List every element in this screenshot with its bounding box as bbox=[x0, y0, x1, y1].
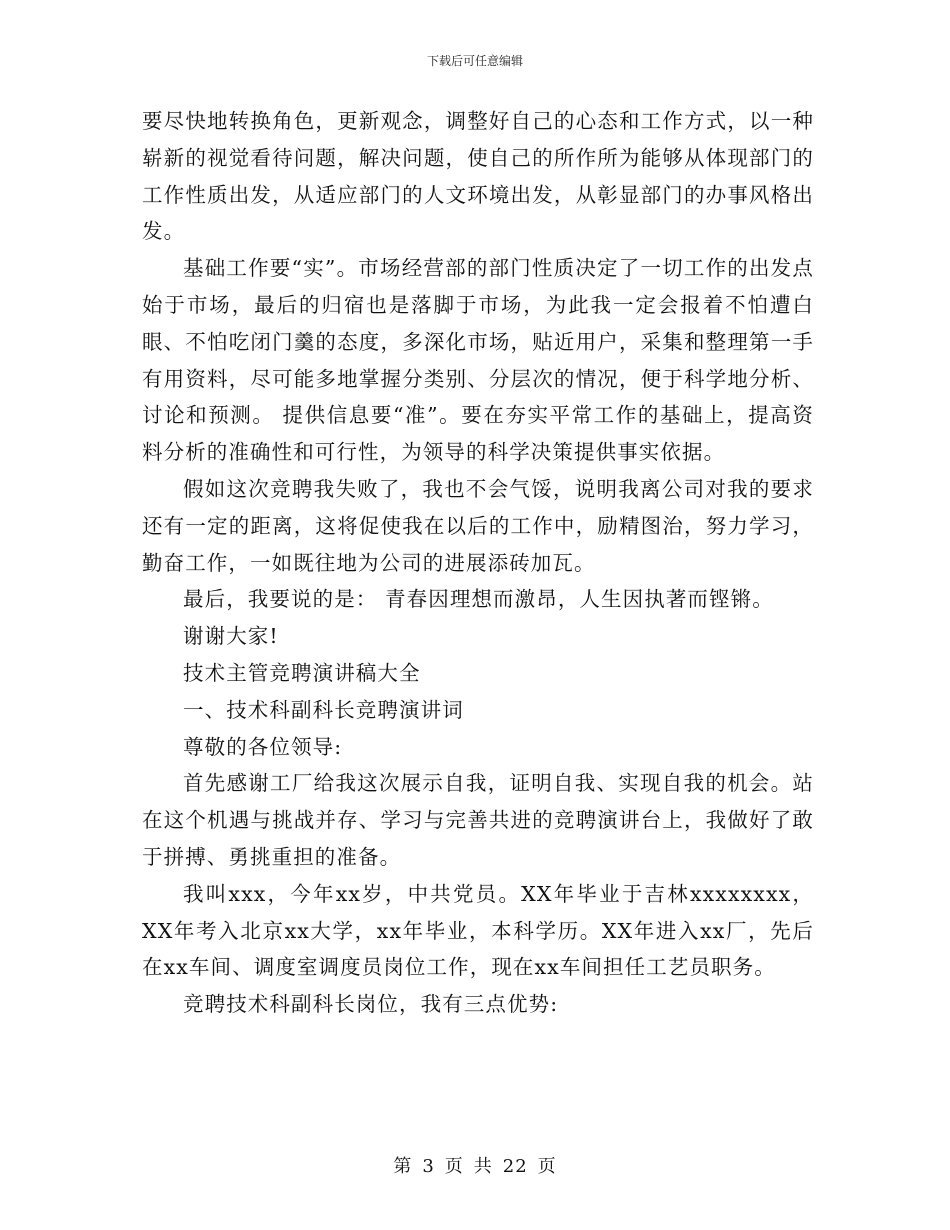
paragraph-4: 最后，我要说的是： 青春因理想而激昂，人生因执著而铿锵。 bbox=[183, 587, 774, 612]
footer-label-ye-end: 页 bbox=[537, 1156, 557, 1177]
footer-label-gong: 共 bbox=[473, 1156, 493, 1177]
current-page-number: 3 bbox=[422, 1156, 435, 1177]
paragraph-9: 首先感谢工厂给我这次展示自我，证明自我、实现自我的机会。站在这个机遇与挑战并存、学习与完善共进的竞聘演讲台上，我做好了敢于拼搏、勇挑重担的准备。 bbox=[142, 771, 814, 869]
subsection-title: 一、技术科副科长竞聘演讲词 bbox=[183, 697, 464, 722]
page-header: 下载后可任意编辑 bbox=[426, 54, 523, 68]
paragraph-3: 假如这次竞聘我失败了，我也不会气馁，说明我离公司对我的要求还有一定的距离，这将促使我在以后的工作中，励精图治，努力学习，勤奋工作，一如既往地为公司的进展添砖加瓦。 bbox=[142, 476, 814, 575]
total-page-count: 22 bbox=[502, 1156, 528, 1177]
footer-label-di: 第 bbox=[393, 1156, 413, 1177]
salutation: 尊敬的各位领导: bbox=[183, 734, 343, 759]
section-title: 技术主管竞聘演讲稿大全 bbox=[183, 660, 421, 685]
document-body bbox=[142, 103, 814, 1023]
paragraph-11: 竞聘技术科副科长岗位，我有三点优势: bbox=[183, 992, 559, 1017]
footer-label-ye: 页 bbox=[444, 1156, 464, 1177]
paragraph-1: 要尽快地转换角色，更新观念，调整好自己的心态和工作方式，以一种崭新的视觉看待问题，解决问题，使自己的所作所为能够从体现部门的工作性质出发，从适应部门的人文环境出发，从彰显部门的办事风格出发。 bbox=[142, 109, 814, 244]
paragraph-2: 基础工作要“实”。市场经营部的部门性质决定了一切工作的出发点始于市场，最后的归宿也是落脚于市场，为此我一定会报着不怕遭白眼、不怕吃闭门羹的态度，多深化市场，贴近用户，采集和整理第一手有用资料，尽可能多地掌握分类别、分层次的情况，便于科学地分析、讨论和预测。 提供信息要“准”。要在夯实平常工作的基础上，提高资料分析的准确性和可行性，为领导的科学决策提供事实依据。 bbox=[142, 256, 814, 465]
paragraph-10: 我叫xxx，今年xx岁，中共党员。XX年毕业于吉林xxxxxxxx，XX年考入北京xx大学，xx年毕业，本科学历。XX年进入xx厂，先后在xx车间、调度室调度员岗位工作，现在xx车间担任工艺员职务。 bbox=[142, 881, 814, 980]
paragraph-5: 谢谢大家! bbox=[183, 624, 279, 649]
page-footer bbox=[0, 1152, 950, 1178]
